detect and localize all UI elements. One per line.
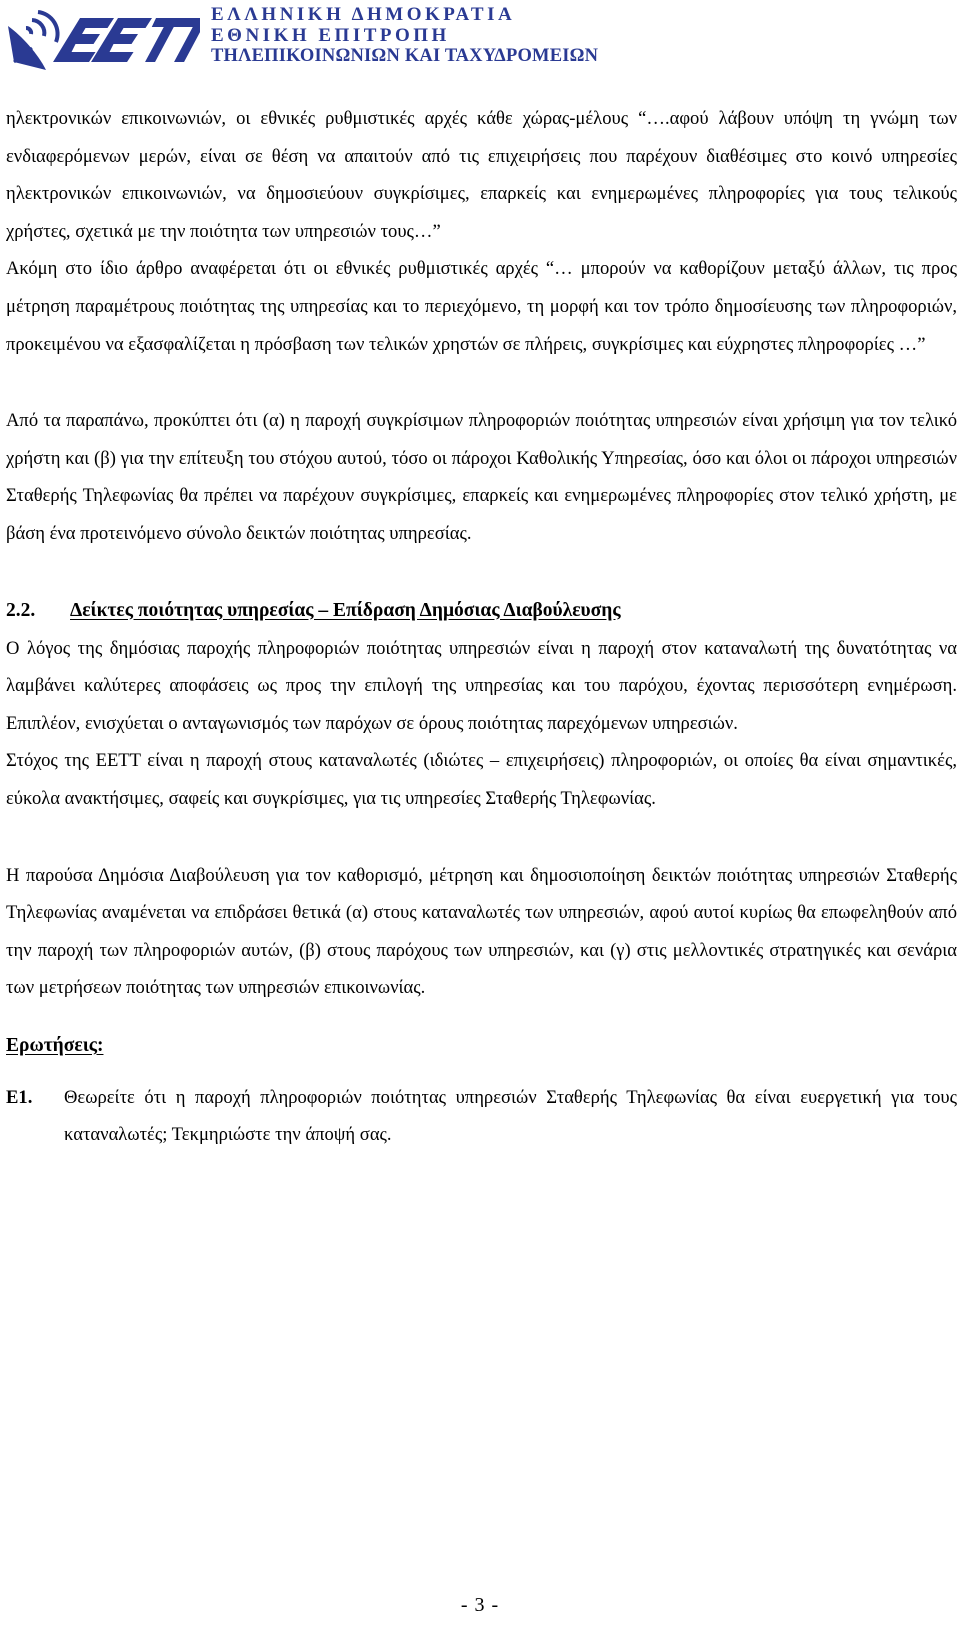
page-header — [0, 0, 960, 78]
paragraph-2: Ακόμη στο ίδιο άρθρο αναφέρεται ότι οι εθνικές ρυθμιστικές αρχές “… μπορούν να καθορίζουν μεταξύ άλλων, τις προς μέτρηση παραμέτρους ποιότητας της υπηρεσίας και το περιεχόμενο, τη μορφή και τον τρόπο δημοσίευσης των πληροφοριών, προκειμένου να εξασφαλίζεται η πρόσβαση των τελικών χρηστών σε πλήρεις, συγκρίσιμες και εύχρηστες πληροφορίες …” — [6, 258, 957, 355]
question-text: Θεωρείτε ότι η παροχή πληροφοριών ποιότητας υπηρεσιών Σταθερής Τηλεφωνίας θα είναι ευεργετική για τους καταναλωτές; Τεκμηριώστε την άποψή σας. — [64, 1086, 957, 1146]
question-number: Ε1. — [6, 1086, 33, 1108]
section-title: Δείκτες ποιότητας υπηρεσίας – Επίδραση Δημόσιας Διαβούλευσης — [70, 599, 621, 621]
document-body — [6, 100, 957, 1154]
spacer — [6, 1065, 957, 1079]
question-item — [6, 1079, 957, 1154]
org-line-3: ΤΗΛΕΠΙΚΟΙΝΩΝΙΩΝ ΚΑΙ ΤΑΧΥΔΡΟΜΕΙΩΝ — [211, 46, 599, 66]
section-heading — [6, 592, 957, 630]
spacer — [6, 363, 957, 402]
org-line-2: ΕΘΝΙΚΗ ΕΠΙΤΡΟΠΗ — [211, 25, 450, 46]
paragraph-4: Ο λόγος της δημόσιας παροχής πληροφοριών ποιότητας υπηρεσιών είναι η παροχή στον καταναλωτή της δυνατότητας να λαμβάνει καλύτερες αποφάσεις ως προς την επιλογή της υπηρεσίας και του παρόχου, έχοντας περισσότερη ενημέρωση. Επιπλέον, ενισχύεται ο ανταγωνισμός των παρόχων σε όρους ποιότητας παρεχόμενων υπηρεσιών. — [6, 637, 957, 734]
paragraph-3: Από τα παραπάνω, προκύπτει ότι (α) η παροχή συγκρίσιμων πληροφοριών ποιότητας υπηρεσιών είναι χρήσιμη για τον τελικό χρήστη και (β) για την επίτευξη του στόχου αυτού, τόσο οι πάροχοι Καθολικής Υπηρεσίας, όσο και όλοι οι πάροχοι υπηρεσιών Σταθερής Τηλεφωνίας θα πρέπει να παρέχουν συγκρίσιμες, επαρκείς και ενημερωμένες πληροφορίες στον τελικό χρήστη, με βάση ένα προτεινόμενο σύνολο δεικτών ποιότητας υπηρεσίας. — [6, 410, 957, 544]
questions-heading: Ερωτήσεις: — [6, 1034, 104, 1056]
spacer — [6, 818, 957, 857]
paragraph-1: ηλεκτρονικών επικοινωνιών, οι εθνικές ρυθμιστικές αρχές κάθε χώρας-μέλους “….αφού λάβουν υπόψη τη γνώμη των ενδιαφερόμενων μερών, είναι σε θέση να απαιτούν από τις επιχειρήσεις που παρέχουν διαθέσιμες στο κοινό υπηρεσίες ηλεκτρονικών επικοινωνιών, να δημοσιεύουν συγκρίσιμες, επαρκείς και ενημερωμένες πληροφορίες για τους τελικούς χρήστες, σχετικά με την ποιότητα των υπηρεσιών τους…” — [6, 108, 957, 242]
paragraph-6: Η παρούσα Δημόσια Διαβούλευση για τον καθορισμό, μέτρηση και δημοσιοποίηση δεικτών ποιότητας υπηρεσιών Σταθερής Τηλεφωνίας αναμένεται να επιδράσει θετικά (α) στους καταναλωτές των υπηρεσιών, αφού αυτοί κυρίως θα επωφεληθούν από την παροχή των πληροφοριών αυτών, (β) στους παρόχους των υπηρεσιών, και (γ) στις μελλοντικές στρατηγικές και σενάρια των μετρήσεων ποιότητας των υπηρεσιών επικοινωνίας. — [6, 864, 957, 999]
spacer — [6, 1007, 957, 1027]
org-line-1: ΕΛΛΗΝΙΚΗ ΔΗΜΟΚΡΑΤΙΑ — [211, 4, 516, 25]
page-number: - 3 - — [460, 1594, 500, 1616]
paragraph-5: Στόχος της ΕΕΤΤ είναι η παροχή στους καταναλωτές (ιδιώτες – επιχειρήσεις) πληροφοριών, οι οποίες θα είναι σημαντικές, εύκολα ανακτήσιμες, σαφείς και συγκρίσιμες, για τις υπηρεσίες Σταθερής Τηλεφωνίας. — [6, 750, 957, 809]
organization-name — [211, 4, 598, 67]
eett-logo — [4, 2, 200, 74]
spacer — [6, 553, 957, 592]
section-number: 2.2. — [6, 599, 36, 621]
satellite-dish-icon — [8, 12, 58, 70]
